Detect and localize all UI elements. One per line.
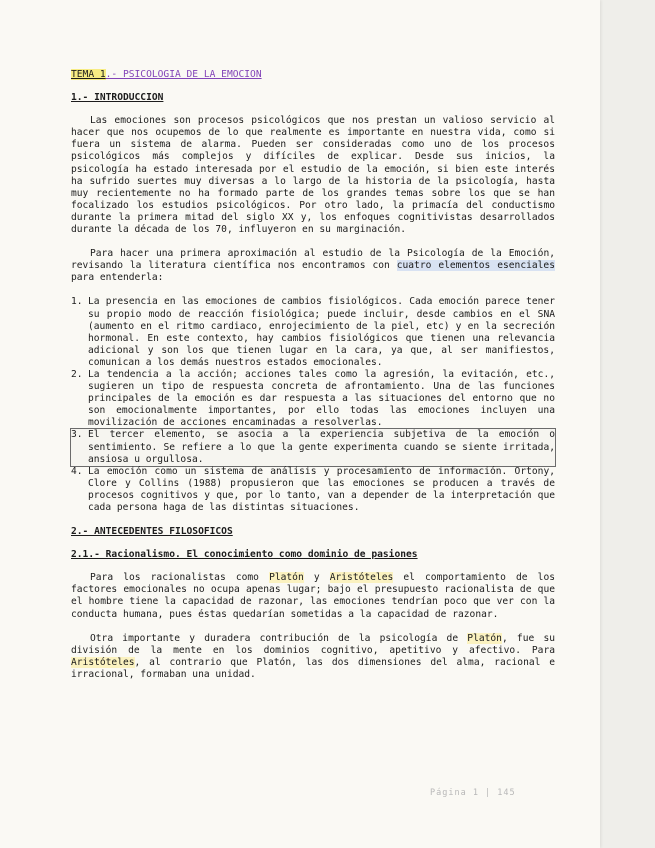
list-item xyxy=(71,369,555,429)
intro-paragraph-1: Las emociones son procesos psicológicos que nos prestan un valioso servicio al hacer que nos ocupemos de lo que realmente es importante en nuestra vida, como si fuera un sistema de alarma. Pueden ser consideradas como uno de los procesos psicológicos más complejos y difíciles de explicar. Desde sus inicios, la psicología ha estado interesada por el estudio de la emoción, si bien este interés ha sufrido suertes muy diversas a lo largo de la historia de la psicología, hasta muy recientemente no ha formado parte de los grandes temas sobre los que se han focalizado los estudios psicológicos. Por otro lado, la primacía del conductismo durante la primera mitad del siglo XX y, los enfoques cognitivistas desarrollados durante la década de los 70, influyeron en su marginación. xyxy=(71,115,555,236)
list-item-number: 2. xyxy=(71,368,83,380)
page-number-footer: Página 1 | 145 xyxy=(430,788,516,798)
rac-p1-text-b: el comportamiento de los factores emocionales no ocupa apenas lugar; bajo el presupuesto racionalista de que el hombre tiene la capacidad de razonar, las emociones tendrían poco que ver con la conducta humana, pues éstas quedarían sometidas a la capacidad de razonar. xyxy=(71,572,555,620)
intro-p2-text-b: para entenderla: xyxy=(71,272,164,284)
list-item-selected[interactable] xyxy=(71,429,555,465)
document-title xyxy=(71,69,555,81)
racionalismo-paragraph-1 xyxy=(71,572,555,620)
list-item-text: La presencia en las emociones de cambios fisiológicos. Cada emoción parece tener su propio modo de reacción fisiológica; puede incluir, desde cambios en el SNA (aumento en el ritmo cardiaco, enrojecimiento de la piel, etc) y en la secreción hormonal. En este contexto, hay cambios fisiológicos que tienen una relevancia adicional y son los que tienen lugar en la cara, ya que, al ser manifiestos, comunican a los demás nuestros estados emocionales. xyxy=(88,296,555,368)
rac-p2-platon: Platón xyxy=(467,632,502,644)
rac-p1-aristoteles: Aristóteles xyxy=(329,572,394,584)
rac-p1-platon: Platón xyxy=(269,572,304,584)
list-item-number: 4. xyxy=(71,465,83,477)
section-heading-antecedentes: 2.- ANTECEDENTES FILOSOFICOS xyxy=(71,526,233,538)
rac-p1-text-a: Para los racionalistas como xyxy=(90,572,270,584)
title-text: .- PSICOLOGIA DE LA EMOCION xyxy=(105,69,262,80)
subsection-heading-racionalismo: 2.1.- Racionalismo. El conocimiento como dominio de pasiones xyxy=(71,549,418,561)
elements-list xyxy=(71,296,555,514)
rac-p2-text-b: , fue su división de la mente en los dominios cognitivo, apetitivo y afectivo. Para xyxy=(71,632,555,656)
section-heading-introduccion: 1.- INTRODUCCION xyxy=(71,92,164,104)
list-item-number: 3. xyxy=(71,429,83,441)
intro-p2-highlight: cuatro elementos esenciales xyxy=(396,260,555,272)
list-item-text: La emoción como un sistema de análisis y procesamiento de información. Ortony, Clore y Collins (1988) propusieron que las emociones se producen a través de procesos cognitivos y que, por lo tanto, van a depender de la interpretación que cada persona haga de las distintas situaciones. xyxy=(88,465,555,513)
list-item xyxy=(71,296,555,369)
list-item-text: La tendencia a la acción; acciones tales como la agresión, la evitación, etc., sugieren un tipo de respuesta concreta de afrontamiento. Una de las funciones principales de la emoción es dar respuesta a las situaciones del entorno que no son emocionalmente importantes, por ello todas las emociones incluyen una movilización de acciones encaminadas a resolverlas. xyxy=(88,368,555,429)
list-item-number: 1. xyxy=(71,296,83,308)
rac-p2-aristoteles: Aristóteles xyxy=(71,656,135,668)
intro-p2-text-a: Para hacer una primera aproximación al estudio de la Psicología de la Emoción, revisando la literatura científica nos encontramos con xyxy=(71,248,555,272)
rac-p1-y: y xyxy=(303,572,330,584)
rac-p2-text-c: , al contrario que Platón, las dos dimensiones del alma, racional e irracional, formaban una unidad. xyxy=(71,656,555,680)
document-content xyxy=(71,69,555,693)
intro-paragraph-2 xyxy=(71,248,555,284)
list-item-text: El tercer elemento, se asocia a la experiencia subjetiva de la emoción o sentimiento. Se refiere a lo que la gente experimenta cuando se siente irritada, ansiosa u orgullosa. xyxy=(88,429,555,465)
rac-p2-text-a: Otra importante y duradera contribución de la psicología de xyxy=(90,632,468,644)
list-item xyxy=(71,466,555,514)
title-highlight: TEMA 1 xyxy=(71,69,106,80)
racionalismo-paragraph-2 xyxy=(71,633,555,681)
